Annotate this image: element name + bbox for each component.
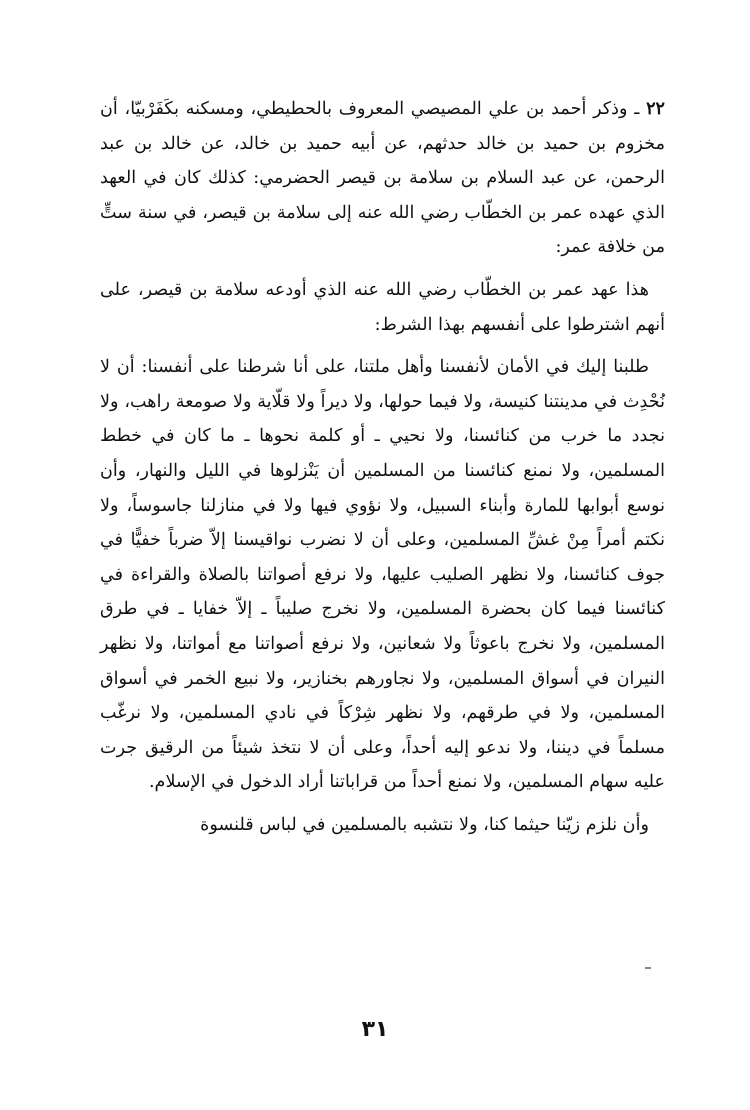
page-body bbox=[100, 92, 665, 842]
paragraph-conditions: طلبنا إليك في الأمان لأنفسنا وأهل ملتنا، على أنا شرطنا على أنفسنا: أن لا نُحْدِث في مدينتنا كنيسة، ولا فيما حولها، ولا ديراً ولا قلّاية ولا صومعة راهب، ولا نجدد ما خرب من كنائسنا، ولا نحيي ـ أو كلمة نحوها ـ ما كان في خطط المسلمين، ولا نمنع كنائسنا من المسلمين أن يَنْزلوها في الليل والنهار، وأن نوسع أبوابها للمارة وأبناء السبيل، ولا نؤوي فيها ولا في منازلنا جاسوساً، ولا نكتم أمراً مِنْ غشِّ المسلمين، وعلى أن لا نضرب نواقيسنا إلاّ ضرباً خفيًّا في جوف كنائسنا، ولا نظهر الصليب عليها، ولا نرفع أصواتنا بالصلاة والقراءة في كنائسنا فيما كان بحضرة المسلمين، ولا نخرج صليباً ـ إلاّ خفايا ـ في طرق المسلمين، ولا نخرج باعوثاً ولا شعانين، ولا نرفع أصواتنا مع أمواتنا، ولا نظهر النيران في أسواق المسلمين، ولا نجاورهم بخنازير، ولا نبيع الخمر في أسواق المسلمين، ولا في طرقهم، ولا نظهر شِرْكاً في نادي المسلمين، ولا نرغّب مسلماً في ديننا، ولا ندعو إليه أحداً، وعلى أن لا نتخذ شيئاً من الرقيق جرت عليه سهام المسلمين، ولا نمنع أحداً من قراباتنا أراد الدخول في الإسلام. bbox=[100, 357, 665, 793]
paragraph-continuation: وأن نلزم زيّنا حيثما كنا، ولا نتشبه بالمسلمين في لباس قلنسوة bbox=[200, 814, 649, 835]
margin-mark bbox=[645, 967, 651, 969]
paragraph-22 bbox=[100, 92, 665, 265]
entry-number: ٢٢ bbox=[646, 98, 665, 119]
paragraph-text: ـ وذكر أحمد بن علي المصيصي المعروف بالحطيطي، ومسكنه بكَفَرْبيّا، أن مخزوم بن حميد بن خالد حدثهم، عن أبيه حميد بن خالد، عن خالد بن عبد الرحمن، عن عبد السلام بن سلامة بن قيصر الحضرمي: كذلك كان في العهد الذي عهده عمر بن الخطّاب رضي الله عنه إلى سلامة بن قيصر، في سنة ستٍّ من خلافة عمر: bbox=[100, 99, 665, 258]
page-number: ٣١ bbox=[361, 1017, 389, 1042]
paragraph-covenant-intro: هذا عهد عمر بن الخطّاب رضي الله عنه الذي أودعه سلامة بن قيصر، على أنهم اشترطوا على أنفسهم بهذا الشرط: bbox=[100, 279, 665, 335]
